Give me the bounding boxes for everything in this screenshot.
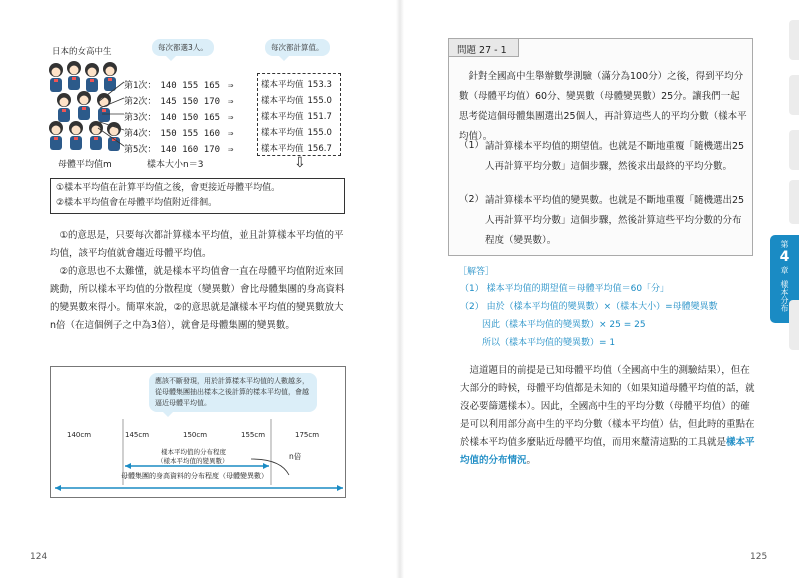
sample-mean-value: 151.7 bbox=[307, 112, 332, 122]
figure-title: 日本的女高中生 bbox=[52, 47, 112, 57]
page-number-right: 125 bbox=[750, 552, 768, 562]
answer-line-3: 因此（樣本平均值的變異數）× 25 = 25 bbox=[482, 320, 646, 330]
sample-values: 140 150 165 bbox=[160, 113, 221, 123]
problem-box bbox=[448, 38, 753, 256]
tick-145: 145cm bbox=[125, 431, 150, 439]
side-tab-4 bbox=[789, 180, 799, 224]
tick-155: 155cm bbox=[241, 431, 266, 439]
sample-row bbox=[124, 94, 241, 107]
sample-label: 第1次： bbox=[124, 81, 157, 91]
sample-mean-value: 156.7 bbox=[307, 144, 332, 154]
sample-row bbox=[124, 110, 241, 123]
sample-mean-value: 155.0 bbox=[307, 96, 332, 106]
population-mean-label: 母體平均值m bbox=[58, 160, 112, 170]
answer-line-4: 所以（樣本平均值的變異數）= 1 bbox=[482, 338, 616, 348]
sample-values: 140 160 170 bbox=[160, 145, 221, 155]
tick-175: 175cm bbox=[295, 431, 320, 439]
sample-label: 第2次： bbox=[124, 97, 157, 107]
sample-mean-label: 樣本平均值 bbox=[261, 80, 304, 90]
result-2: ②樣本平均值會在母體平均值附近徘徊。 bbox=[56, 198, 218, 208]
item-1-number: （1） bbox=[459, 140, 485, 151]
sample-mean-value: 155.0 bbox=[307, 128, 332, 138]
sample-row bbox=[124, 78, 241, 91]
body-end: 。 bbox=[526, 455, 537, 466]
right-page bbox=[400, 0, 799, 578]
tick-140: 140cm bbox=[67, 431, 92, 439]
side-tab-2 bbox=[789, 75, 799, 115]
sample-arrow: ⇒ bbox=[228, 113, 234, 123]
page-number-left: 124 bbox=[30, 552, 48, 562]
sample-arrow: ⇒ bbox=[228, 97, 234, 107]
sample-label: 第4次： bbox=[124, 129, 157, 139]
sample-values: 140 155 165 bbox=[160, 81, 221, 91]
sample-label: 第5次： bbox=[124, 145, 157, 155]
paragraph-1: ①的意思是，只要每次都計算樣本平均值，並且計算樣本平均值的平均值，該平均值就會趨近母體平均值。 bbox=[50, 230, 344, 259]
sample-mean-value: 153.3 bbox=[307, 80, 332, 90]
distribution-diagram bbox=[50, 366, 346, 498]
result-1: ①樣本平均值在計算平均值之後，會更接近母體平均值。 bbox=[56, 183, 281, 193]
side-tab-6 bbox=[789, 300, 799, 350]
answer-heading: ［解答］ bbox=[458, 267, 495, 277]
sample-row bbox=[124, 126, 241, 139]
sample-arrow: ⇒ bbox=[228, 81, 234, 91]
problem-title: 問題 27 - 1 bbox=[449, 39, 519, 57]
body-highlight: 樣本平均值的分布情況 bbox=[460, 437, 755, 466]
diagram-bubble: 應該不斷發現，用於計算樣本平均值的人數越多，從母體集團抽出樣本之後計算的樣本平均值，會越逼近母體平均值。 bbox=[149, 373, 317, 412]
sample-row bbox=[124, 142, 241, 155]
sample-mean-label: 樣本平均值 bbox=[261, 96, 304, 106]
sample-values: 145 150 170 bbox=[160, 97, 221, 107]
body-text: 這道題目的前提是已知母體平均值（全國高中生的測驗結果），但在大部分的時候，母體平均值都是未知的（如果知道母體平均值的話，就沒必要篩選樣本）。因此，全國高中生的平均分數（母體平均值）的確是可以利用部分高中生的平均分數（樣本平均值）估，但此時的重點在於樣本平均值多麼貼近母體平均值，而用來釐清這點的工具就是 bbox=[460, 365, 755, 448]
down-arrow-icon: ⇩ bbox=[294, 155, 306, 171]
bubble-every-3: 每次都選3人。 bbox=[152, 39, 214, 56]
outer-label: 母體集團的身高資料的分布程度（母體變異數） bbox=[121, 472, 268, 480]
left-page bbox=[0, 0, 399, 578]
inner-label-2: （樣本平均值的變異數） bbox=[157, 457, 229, 465]
chapter-prefix: 第 bbox=[780, 240, 789, 249]
sample-mean-column bbox=[257, 73, 341, 156]
sample-arrow: ⇒ bbox=[228, 145, 234, 155]
sample-mean-label: 樣本平均值 bbox=[261, 144, 304, 154]
side-tab-3 bbox=[789, 130, 799, 170]
paragraph-2: ②的意思也不太難懂，就是樣本平均值會一直在母體平均值附近來回跳動，所以樣本平均值的分散程度（變異數）會比母體集團的身高資料的變異數來得小。簡單來說，②的意思就是讓樣本平均值的變異數放大n倍（在這個例子之中為3倍），就會是母體集團的變異數。 bbox=[50, 266, 345, 331]
chapter-title: 樣本分布 bbox=[780, 280, 789, 312]
sample-arrow: ⇒ bbox=[228, 129, 234, 139]
body-paragraph bbox=[460, 362, 758, 470]
inner-label-1: 樣本平均值的分布程度 bbox=[161, 448, 226, 456]
selection-arrows bbox=[96, 72, 126, 162]
n-times-label: n倍 bbox=[289, 452, 302, 461]
item-1-text: 請計算樣本平均值的期望值。也就是不斷地重覆「隨機選出25人再計算平均分數」這個步驟，然後求出最終的平均分數。 bbox=[485, 141, 745, 172]
item-2-text: 請計算樣本平均值的變異數。也就是不斷地重覆「隨機選出25人再計算平均分數」這個步驟，然後計算這些平均分數的分布程度（變異數）。 bbox=[485, 195, 745, 246]
sample-label: 第3次： bbox=[124, 113, 157, 123]
sample-values: 150 155 160 bbox=[160, 129, 221, 139]
bubble-compute: 每次都計算值。 bbox=[265, 39, 330, 56]
item-2-number: （2） bbox=[459, 194, 485, 205]
sample-mean-label: 樣本平均值 bbox=[261, 112, 304, 122]
chapter-suffix: 章 bbox=[780, 266, 789, 275]
answer-line-1: （1） 樣本平均值的期望值＝母體平均值＝60「分」 bbox=[460, 284, 670, 294]
results-box bbox=[50, 178, 345, 214]
sample-size-label: 樣本大小n＝3 bbox=[147, 160, 204, 170]
chapter-number: 4 bbox=[779, 249, 790, 265]
answer-line-2: （2） 由於（樣本平均值的變異數）×（樣本大小）=母體變異數 bbox=[460, 302, 718, 312]
side-tab-1 bbox=[789, 20, 799, 60]
problem-text: 針對全國高中生舉辦數學測驗（滿分為100分）之後，得到平均分數（母體平均值）60分、變異數（母體變異數）25分。讓我們一起思考從這個母體集團選出25個人，再計算這些人的平均分數（樣本平均值）。 bbox=[459, 71, 747, 142]
tick-150: 150cm bbox=[183, 431, 208, 439]
sample-mean-label: 樣本平均值 bbox=[261, 128, 304, 138]
